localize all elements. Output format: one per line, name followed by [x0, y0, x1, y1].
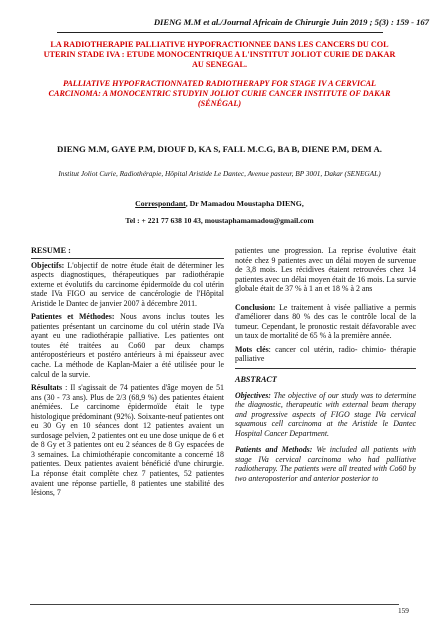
patients-methods-text: We included all patients with stage IVa cervical carcinoma who had palliative radiotherapy. The patients were all treated with Co60 by two anteroposterior and anterior posterior to [235, 445, 416, 483]
resume-patients [31, 312, 224, 379]
keywords-label: Mots clés [235, 344, 269, 354]
objectives-label: Objectives: [235, 390, 271, 400]
conclusion-text: Le traitement à visée palliative a permis d'améliorer dans 80 % des cas le contrôle local de la tumeur. Cependant, le pronostic restait défavorable avec un taux de mortalité de 65 % à la première année. [235, 302, 416, 341]
abstract-objectives [235, 391, 416, 439]
resume-keywords [235, 345, 416, 364]
patients-label: Patientes et Méthodes: [31, 312, 115, 322]
resume-conclusion [235, 303, 416, 341]
page-number: 159 [398, 606, 409, 615]
running-header: DIENG M.M et al./Journal Africain de Chirurgie Juin 2019 ; 5(3) : 159 - 167 [153, 17, 429, 27]
resultats-label: Résultats [31, 383, 63, 393]
objectifs-text: L'objectif de notre étude était de déterminer les aspects diagnostiques, thérapeutiques par radiothérapie externe et évolutifs du carcinome épidermoïde du col utérin stade IVa FIGO au service de cancérologie de l'Hôpital Aristide le Dantec de janvier 2007 à décembre 2011. [31, 260, 224, 308]
abstract-patients [235, 445, 416, 483]
author-list: DIENG M.M, GAYE P.M, DIOUF D, KA S, FALL M.C.G, BA B, DIENE P.M, DEM A. [56, 144, 383, 154]
left-column [31, 246, 224, 502]
conclusion-label: Conclusion: [235, 302, 276, 312]
abstract-body [235, 391, 416, 484]
abstract-heading: ABSTRACT [235, 375, 277, 385]
resume-rule [31, 258, 224, 259]
title-french: LA RADIOTHERAPIE PALLIATIVE HYPOFRACTIONNEE DANS LES CANCERS DU COL UTERIN STADE IVA : ETUDE MONOCENTRIQUE A L'INSTITUT JOLIOT CURIE DE DAKAR AU SENEGAL. [43, 40, 396, 70]
affiliation: Institut Joliot Curie, Radiothérapie, Hôpital Aristide Le Dantec, Avenue pasteur, BP 3001, Dakar (SENEGAL) [58, 169, 381, 178]
resultats-continued: patientes une progression. La reprise évolutive était notée chez 9 patientes avec un délai moyen de survenue de 3,8 mois. Les récidives étaient retrouvées chez 14 patientes avec un délai moyen était de 16 mois. La survie globale était de 37 % à 1 an et 18 % à 2 ans [235, 246, 416, 294]
title-english: PALLIATIVE HYPOFRACTIONNATED RADIOTHERAPY FOR STAGE IV A CERVICAL CARCINOMA: A MONOCENTRIC STUDYIN JOLIOT CURIE CANCER INSTITUTE OF DAKAR (SÉNÉGAL) [48, 79, 391, 109]
patients-text: Nous avons inclus toutes les patientes présentant un carcinome du col utérin stade IVa ayant eu une radiothérapie palliative. Les patientes ont toutes été traitées au Co60 par deux champs antéropostérieurs et postéro antérieurs à mi épaisseur avec cache. La méthode de Kaplan-Maier a été utilisée pour le calcul de la survie. [31, 312, 224, 379]
objectives-text: The objective of our study was to determine the diagnostic, therapeutic with external beam therapy and progressive aspects of FIGO stage IVa cervical squamous cell carcinoma at the Aristide le Dantec Hospital Cancer Department. [235, 390, 416, 438]
correspondence-name: , Dr Mamadou Moustapha DIENG, [185, 199, 304, 208]
resume-objectifs [31, 261, 224, 309]
abstract-rule [235, 368, 416, 369]
correspondence [40, 199, 399, 209]
correspondence-label: Correspondant [135, 199, 186, 208]
right-column [235, 246, 416, 487]
keywords-text: : cancer col utérin, radio- chimio- thérapie palliative [235, 344, 416, 364]
resultats-text: : Il s'agissait de 74 patientes d'âge moyen de 51 ans (30 - 73 ans). Plus de 2/3 (68,9 %) des patientes étaient anémiées. Le carcinome épidermoïde était le type histologique prédominant (92%). Soixante-neuf patientes ont eu 30 Gy en 10 séances dont 12 patientes avaient un surdosage pelvien, 2 patientes ont eu une dose unique de 6 et de 8 Gy et 3 patientes ont eu 2 séances de 8 Gy espacées de 3 semaines. La chimiothérapie concomitante a concerné 18 patientes. Deux patientes avaient bénéficié d'une chirurgie. La réponse était complète chez 7 patientes, 52 patientes avaient une réponse partielle, 8 patientes une stabilité des lésions, 7 [31, 383, 224, 498]
patients-methods-label: Patients and Methods: [235, 445, 313, 455]
resume-heading: RESUME : [31, 246, 71, 255]
header-rule [57, 32, 383, 33]
resume-resultats [31, 383, 224, 498]
footer-rule [30, 604, 399, 605]
objectifs-label: Objectifs: [31, 260, 65, 270]
correspondence-contact: Tel : + 221 77 638 10 43, moustaphamamadou@gmail.com [125, 216, 314, 225]
